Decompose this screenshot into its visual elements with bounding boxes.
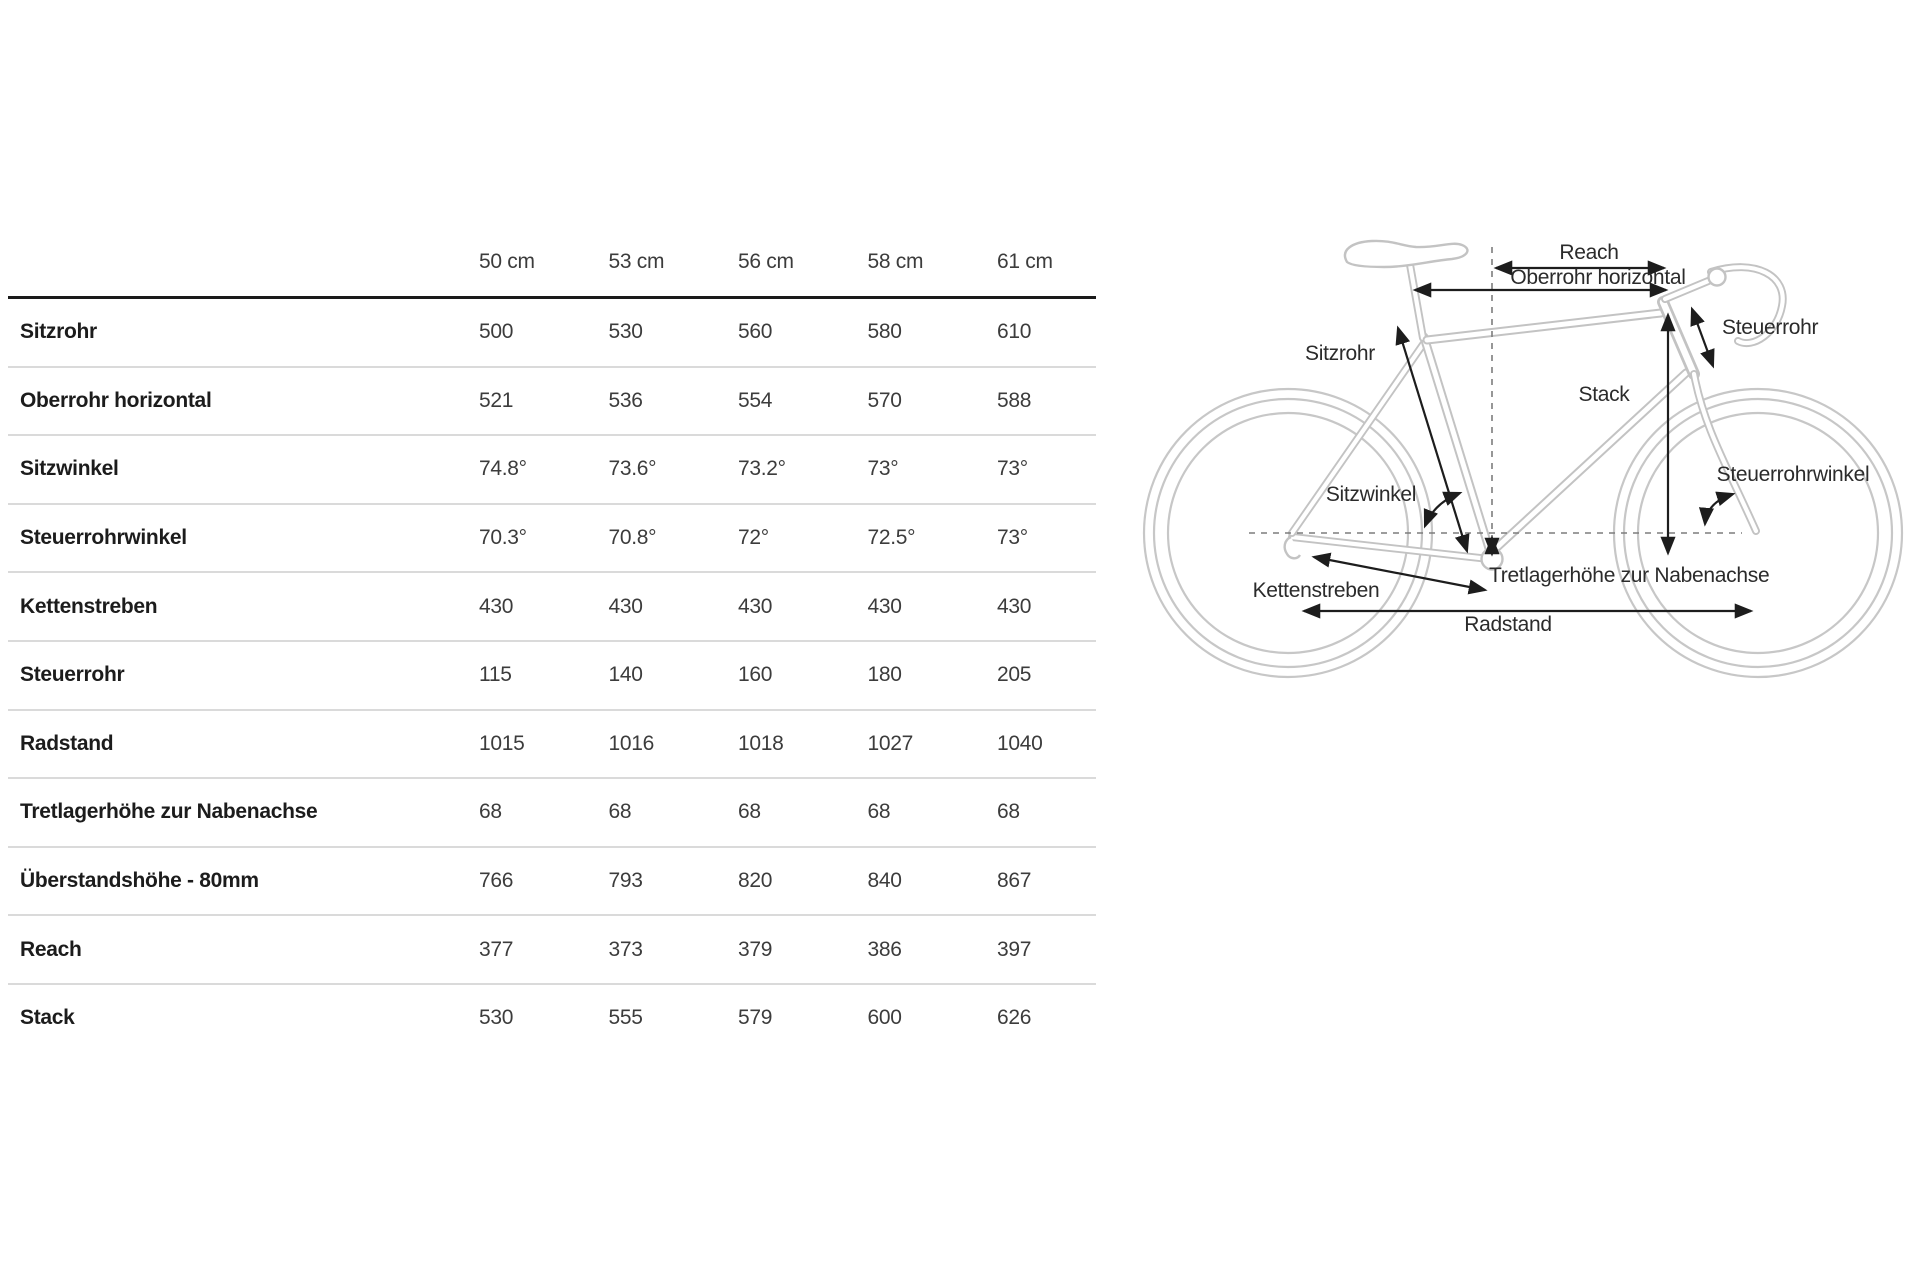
- value-cell: 386: [867, 937, 902, 961]
- value-cell: 626: [997, 1006, 1032, 1030]
- value-cell: 430: [608, 594, 643, 618]
- column-header: 50 cm: [479, 250, 535, 273]
- value-cell: 397: [997, 937, 1032, 961]
- value-cell: 68: [479, 800, 502, 824]
- value-cell: 68: [867, 800, 891, 824]
- value-cell: 536: [608, 388, 643, 412]
- radstand-label: Radstand: [1464, 613, 1552, 636]
- stack-label: Stack: [1578, 383, 1630, 406]
- row-label: Radstand: [20, 731, 114, 755]
- tretlagerhoehe-label: Tretlagerhöhe zur Nabenachse: [1489, 564, 1770, 587]
- kettenstreben-label: Kettenstreben: [1252, 579, 1380, 602]
- value-cell: 74.8°: [479, 457, 527, 481]
- row-label: Steuerrohr: [20, 663, 125, 687]
- row-label: Reach: [20, 937, 82, 961]
- value-cell: 72°: [738, 526, 769, 550]
- value-cell: 579: [738, 1006, 773, 1030]
- sitzrohr-label: Sitzrohr: [1305, 342, 1375, 365]
- value-cell: 68: [738, 800, 761, 824]
- value-cell: 1027: [867, 731, 914, 755]
- value-cell: 68: [997, 800, 1020, 824]
- steuerrohrwinkel-label: Steuerrohrwinkel: [1716, 463, 1870, 486]
- value-cell: 766: [479, 869, 514, 893]
- row-label: Sitzwinkel: [20, 457, 119, 481]
- row-label: Überstandshöhe - 80mm: [20, 869, 259, 893]
- value-cell: 373: [608, 937, 643, 961]
- value-cell: 1016: [608, 731, 655, 755]
- value-cell: 73°: [997, 457, 1028, 481]
- handlebar-clamp: [1709, 269, 1726, 286]
- value-cell: 820: [738, 869, 773, 893]
- value-cell: 560: [738, 320, 773, 344]
- value-cell: 555: [608, 1006, 643, 1030]
- value-cell: 521: [479, 388, 514, 412]
- value-cell: 140: [608, 663, 643, 687]
- value-cell: 377: [479, 937, 514, 961]
- value-cell: 180: [867, 663, 902, 687]
- row-label: Sitzrohr: [20, 320, 97, 344]
- value-cell: 570: [867, 388, 902, 412]
- steuerrohrwinkel-arc: [1705, 494, 1733, 524]
- value-cell: 1015: [479, 731, 525, 755]
- value-cell: 867: [997, 869, 1032, 893]
- value-cell: 73°: [867, 457, 899, 481]
- value-cell: 205: [997, 663, 1032, 687]
- value-cell: 588: [997, 388, 1032, 412]
- value-cell: 793: [608, 869, 643, 893]
- value-cell: 73°: [997, 526, 1028, 550]
- value-cell: 430: [997, 594, 1032, 618]
- value-cell: 73.2°: [738, 457, 786, 481]
- value-cell: 430: [867, 594, 902, 618]
- column-header: 58 cm: [867, 250, 924, 273]
- row-label: Steuerrohrwinkel: [20, 526, 187, 550]
- value-cell: 530: [608, 320, 643, 344]
- sitzwinkel-label: Sitzwinkel: [1325, 483, 1417, 506]
- oberrohr-horizontal-label: Oberrohr horizontal: [1510, 266, 1686, 289]
- value-cell: 70.8°: [608, 526, 657, 550]
- steuerrohr-arrow: [1692, 309, 1713, 366]
- reach-label: Reach: [1559, 241, 1619, 264]
- value-cell: 530: [479, 1006, 514, 1030]
- value-cell: 68: [608, 800, 632, 824]
- row-label: Stack: [20, 1006, 75, 1030]
- value-cell: 430: [738, 594, 773, 618]
- value-cell: 73.6°: [608, 457, 657, 481]
- steuerrohr-label: Steuerrohr: [1722, 316, 1819, 339]
- row-label: Oberrohr horizontal: [20, 388, 212, 412]
- value-cell: 70.3°: [479, 526, 527, 550]
- value-cell: 115: [479, 663, 512, 687]
- value-cell: 379: [738, 937, 773, 961]
- value-cell: 580: [867, 320, 902, 344]
- value-cell: 554: [738, 388, 773, 412]
- value-cell: 610: [997, 320, 1032, 344]
- row-label: Tretlagerhöhe zur Nabenachse: [20, 800, 318, 824]
- value-cell: 1040: [997, 731, 1043, 755]
- column-header: 53 cm: [608, 250, 665, 273]
- row-label: Kettenstreben: [20, 594, 158, 618]
- value-cell: 840: [867, 869, 902, 893]
- column-header: 61 cm: [997, 250, 1053, 273]
- value-cell: 160: [738, 663, 773, 687]
- column-header: 56 cm: [738, 250, 794, 273]
- value-cell: 430: [479, 594, 514, 618]
- value-cell: 1018: [738, 731, 784, 755]
- saddle: [1345, 241, 1467, 267]
- value-cell: 72.5°: [867, 526, 916, 550]
- value-cell: 600: [867, 1006, 902, 1030]
- value-cell: 500: [479, 320, 514, 344]
